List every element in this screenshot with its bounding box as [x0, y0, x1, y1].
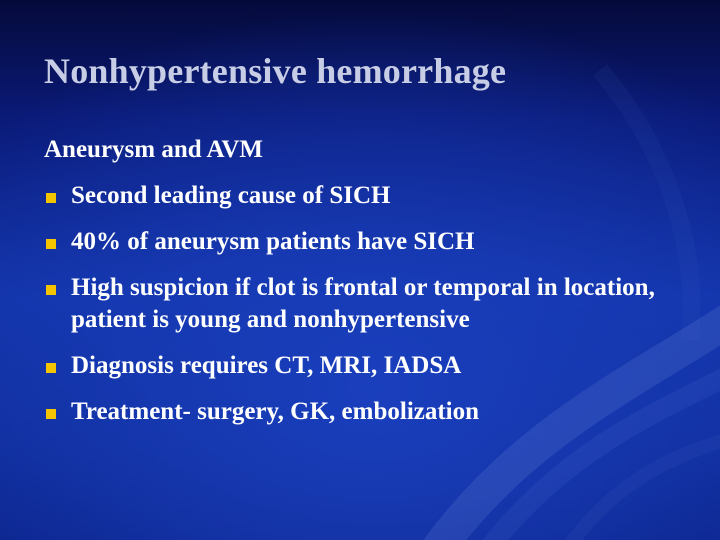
bullet-item	[44, 180, 684, 212]
square-bullet-icon	[46, 285, 56, 295]
square-bullet-icon	[46, 363, 56, 373]
square-bullet-icon	[46, 193, 56, 203]
bullet-text: Second leading cause of SICH	[71, 182, 391, 209]
bullet-item	[44, 272, 684, 336]
bullet-item	[44, 226, 684, 258]
bullet-text: Diagnosis requires CT, MRI, IADSA	[71, 352, 462, 379]
bullet-item	[44, 396, 684, 428]
bullet-text: Treatment- surgery, GK, embolization	[71, 398, 480, 425]
square-bullet-icon	[46, 409, 56, 419]
bullet-text: 40% of aneurysm patients have SICH	[71, 228, 475, 255]
bullet-item	[44, 350, 684, 382]
slide-title: Nonhypertensive hemorrhage	[44, 51, 507, 91]
bullet-text: High suspicion if clot is frontal or temporal in location, patient is young and nonhypertensive	[71, 274, 655, 333]
square-bullet-icon	[46, 239, 56, 249]
bullet-list	[44, 180, 684, 442]
slide-subheading: Aneurysm and AVM	[44, 136, 264, 163]
